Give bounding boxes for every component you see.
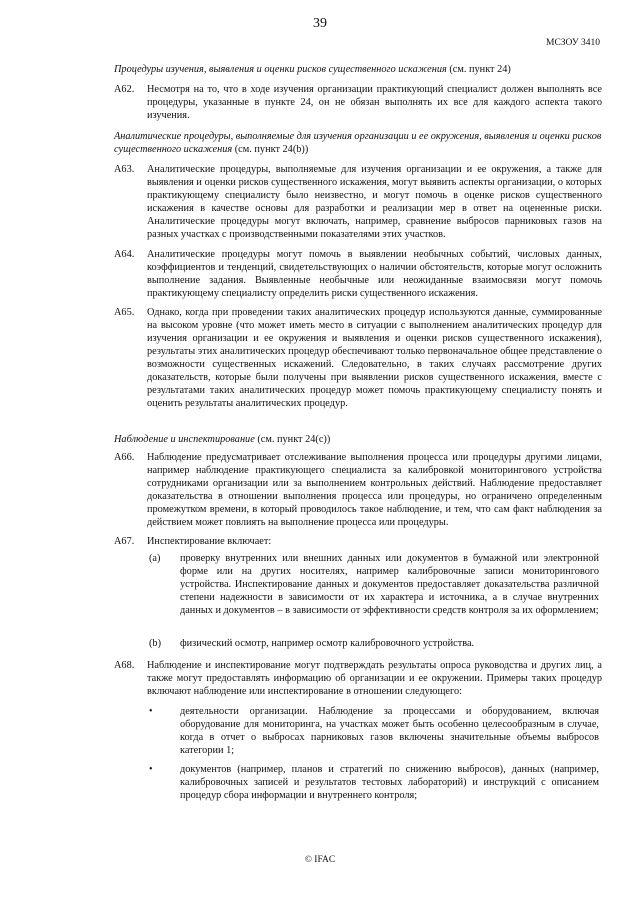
paragraph (114, 83, 602, 122)
paragraph-label: A68. (114, 660, 135, 671)
paragraph (114, 659, 602, 698)
paragraph-text: Наблюдение предусматривает отслеживание выполнения процесса или процедуры другими лицами, например наблюдение практикующего специалиста за калибровкой мониторингового устройства сотрудниками организации или за выполнением контрольных действий. Наблюдение предоставляет доказательства в отношении выполнения процесса или процедуры, но ограничено определенным промежутком времени, в который проводилось такое наблюдение, и тем, что сам факт наблюдения за действием может повлиять на выполнение процесса или процедуры. (147, 452, 602, 528)
paragraph-label: A62. (114, 84, 135, 95)
paragraph (114, 535, 602, 548)
paragraph-text: Несмотря на то, что в ходе изучения организации практикующий специалист должен выполнять все процедуры, указанные в пункте 24, он не обязан выполнять их все для каждого аспекта такого изучения. (147, 84, 602, 121)
paragraph-label: A63. (114, 164, 135, 175)
bullet-item (149, 763, 599, 802)
bullet-item (149, 705, 599, 757)
section-heading (114, 130, 604, 156)
list-item (149, 637, 599, 650)
paragraph-label: A67. (114, 536, 135, 547)
section-ref: (см. пункт 24) (446, 64, 511, 75)
section-ref: (см. пункт 24(b)) (232, 144, 309, 155)
section-title: Наблюдение и инспектирование (114, 434, 255, 445)
list-item-label: (a) (149, 553, 161, 564)
paragraph-text: Аналитические процедуры, выполняемые для изучения организации и ее окружения, а также для выявления и оценки рисков существенного искажения, могут выявить аспекты организации, о которых практикующему специалисту было неизвестно, и могут помочь в оценке рисков существенного искажения в качестве основы для разработки и реализации мер в ответ на оцененные риски. Аналитические процедуры могут включать, например, сравнение выбросов парниковых газов на разных участках с производственными показателями этих участков. (147, 164, 602, 240)
bullet-icon: • (149, 706, 153, 717)
section-heading (114, 433, 604, 446)
list-item-text: физический осмотр, например осмотр калибровочного устройства. (180, 638, 475, 649)
list-item (149, 552, 599, 617)
paragraph-text: Однако, когда при проведении таких аналитических процедур используются данные, суммированные на высоком уровне (что может иметь место в ситуации с выполнением аналитических процедур для изучения организации и ее окружения и выявления и оценки рисков существенного искажения), результаты этих аналитических процедур обеспечивают только первоначальное общее представление о возможности существенных искажений. Следовательно, в таких случаях рассмотрение других доказательств, которые были получены при выявлении рисков существенного искажения, вместе с результатами таких аналитических процедур может помочь практикующему специалисту понять и оценить результаты аналитических процедур. (147, 307, 602, 409)
section-title: Процедуры изучения, выявления и оценки рисков существенного искажения (114, 64, 447, 75)
paragraph-label: A65. (114, 307, 135, 318)
paragraph (114, 451, 602, 529)
paragraph-text: Инспектирование включает: (147, 536, 272, 547)
paragraph (114, 163, 602, 241)
section-title: Аналитические процедуры, выполняемые для изучения организации и ее окружения, выявления и оценки рисков существенного искажения (114, 131, 602, 155)
paragraph (114, 306, 602, 410)
section-ref: (см. пункт 24(c)) (254, 434, 331, 445)
page-number: 39 (313, 16, 327, 31)
paragraph (114, 248, 602, 300)
bullet-text: деятельности организации. Наблюдение за процессами и оборудованием, включая оборудование для мониторинга, на участках может быть особенно целесообразным в случае, когда в отчет о выбросах парниковых газов включены значительные объемы выбросов категории 1; (180, 706, 599, 756)
list-item-text: проверку внутренних или внешних данных или документов в бумажной или электронной форме или на других носителях, например калибровочные записи мониторингового устройства. Инспектирование данных и документов предоставляет доказательства различной степени надежности в зависимости от их характера и источника, а в случае внутренних данных и документов – в зависимости от эффективности средств контроля за их оформлением; (180, 553, 599, 616)
bullet-text: документов (например, планов и стратегий по снижению выбросов), данных (например, калибровочных записей и результатов тестовых лабораторий) и инструкций с описанием процедур сбора информации и внутреннего контроля; (180, 764, 599, 801)
footer-copyright: © IFAC (304, 855, 336, 865)
list-item-label: (b) (149, 638, 162, 649)
paragraph-label: A66. (114, 452, 135, 463)
bullet-icon: • (149, 764, 153, 775)
paragraph-text: Аналитические процедуры могут помочь в выявлении необычных событий, числовых данных, коэффициентов и тенденций, свидетельствующих о наличии обстоятельств, которые могут осложнить выполнение задания. Выявленные необычные или неожиданные взаимосвязи могут помочь практикующему специалисту определить риски существенного искажения. (147, 249, 602, 299)
section-heading (114, 63, 604, 76)
paragraph-text: Наблюдение и инспектирование могут подтверждать результаты опроса руководства и других лиц, а также могут предоставлять информацию об организации и ее окружении. Примеры таких процедур включают наблюдение или инспектирование в отношении следующего: (147, 660, 602, 697)
document-code: МСЗОУ 3410 (546, 38, 600, 48)
paragraph-label: A64. (114, 249, 135, 260)
